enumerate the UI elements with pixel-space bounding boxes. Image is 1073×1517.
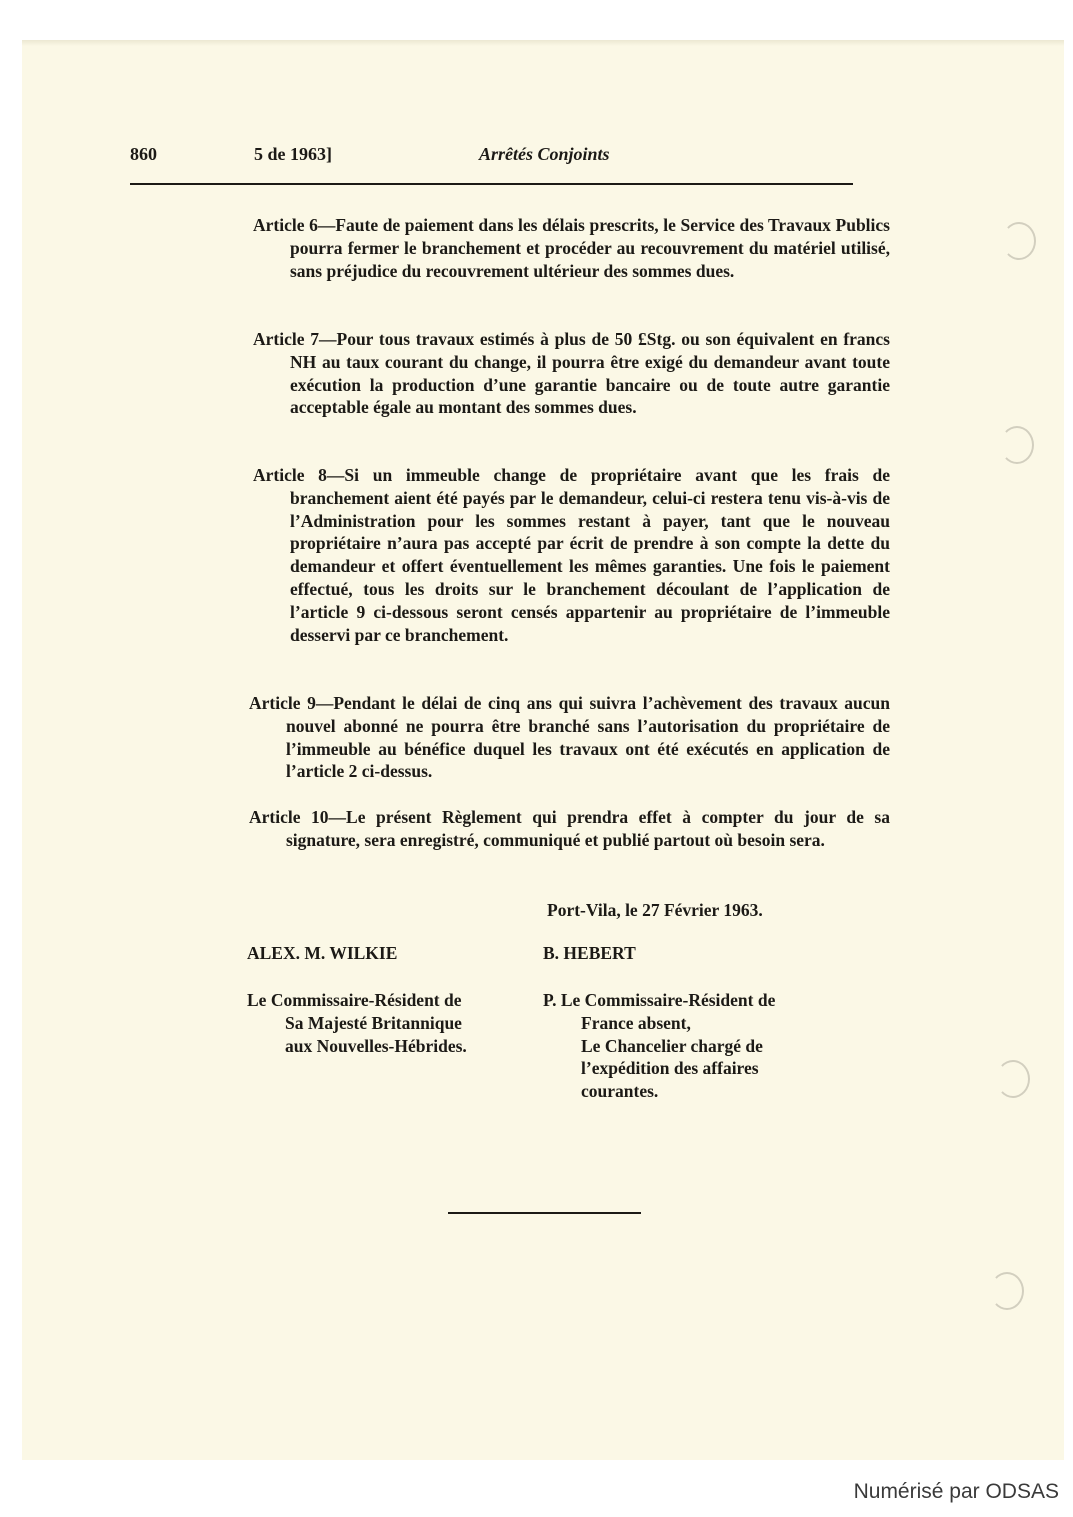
article-8: Article 8—Si un immeuble change de propriétaire avant que les frais de branchement aient été payés par le demandeur, celui-ci restera tenu vis-à-vis de l’Administration pour les sommes restant à payer, tant que le nouveau propriétaire n’aura pas accepté par écrit de prendre à son compte la dette du demandeur et offert éventuellement les mêmes garanties. Une fois le paiement effectué, tous les droits sur le branchement découlant de l’application de l’article 9 ci-dessous seront censés appartenir au propriétaire de l’immeuble desservi par ce branchement. [253, 465, 890, 645]
signatory-left-line: Le Commissaire-Résident de [247, 990, 462, 1010]
signatory-right-line: France absent, [581, 1012, 691, 1033]
signatory-left-title [247, 989, 467, 1057]
article-9: Article 9—Pendant le délai de cinq ans qui suivra l’achèvement des travaux aucun nouvel abonné ne pourra être branché sans l’autorisation du propriétaire de l’immeuble au bénéfice duquel les travaux ont été exécutés en application de l’article 2 ci-dessus. [249, 693, 890, 782]
closing-rule [448, 1212, 641, 1214]
punch-hole-mark [990, 1272, 1024, 1310]
signatory-right-line: Le Chancelier chargé de [581, 1035, 763, 1056]
signatory-right-line: courantes. [581, 1081, 659, 1102]
signatory-left-line: Sa Majesté Britannique [285, 1012, 462, 1033]
punch-hole-mark [1000, 426, 1034, 464]
header-rule [130, 183, 853, 185]
digitization-credit: Numérisé par ODSAS [853, 1480, 1059, 1503]
signatory-right-line: l’expédition des affaires [581, 1058, 759, 1079]
article-10: Article 10—Le présent Règlement qui prendra effet à compter du jour de sa signature, sera enregistré, communiqué et publié partout où besoin sera. [249, 807, 890, 850]
punch-hole-mark [1002, 222, 1036, 260]
page-edge-shadow [22, 40, 1064, 46]
article-6: Article 6—Faute de paiement dans les délais prescrits, le Service des Travaux Publics pourra fermer le branchement et procéder au recouvrement du matériel utilisé, sans préjudice du recouvrement ultérieur des sommes dues. [253, 215, 890, 281]
place-date: Port-Vila, le 27 Février 1963. [547, 900, 763, 920]
article-7: Article 7—Pour tous travaux estimés à plus de 50 £Stg. ou son équivalent en francs NH au taux courant du change, il pourra être exigé du demandeur avant toute exécution la production d’une garantie bancaire ou de toute autre garantie acceptable égale au montant des sommes dues. [253, 329, 890, 418]
signatory-left-name: ALEX. M. WILKIE [247, 943, 398, 963]
signatory-left-line: aux Nouvelles-Hébrides. [285, 1035, 467, 1056]
punch-hole-mark [996, 1060, 1030, 1098]
signatory-right-name: B. HEBERT [543, 943, 636, 963]
page-number: 860 [130, 144, 157, 164]
issue-reference: 5 de 1963] [254, 144, 332, 164]
signatory-right-line: P. Le Commissaire-Résident de [543, 990, 776, 1010]
running-title: Arrêtés Conjoints [479, 144, 610, 164]
signatory-right-title [543, 989, 775, 1103]
